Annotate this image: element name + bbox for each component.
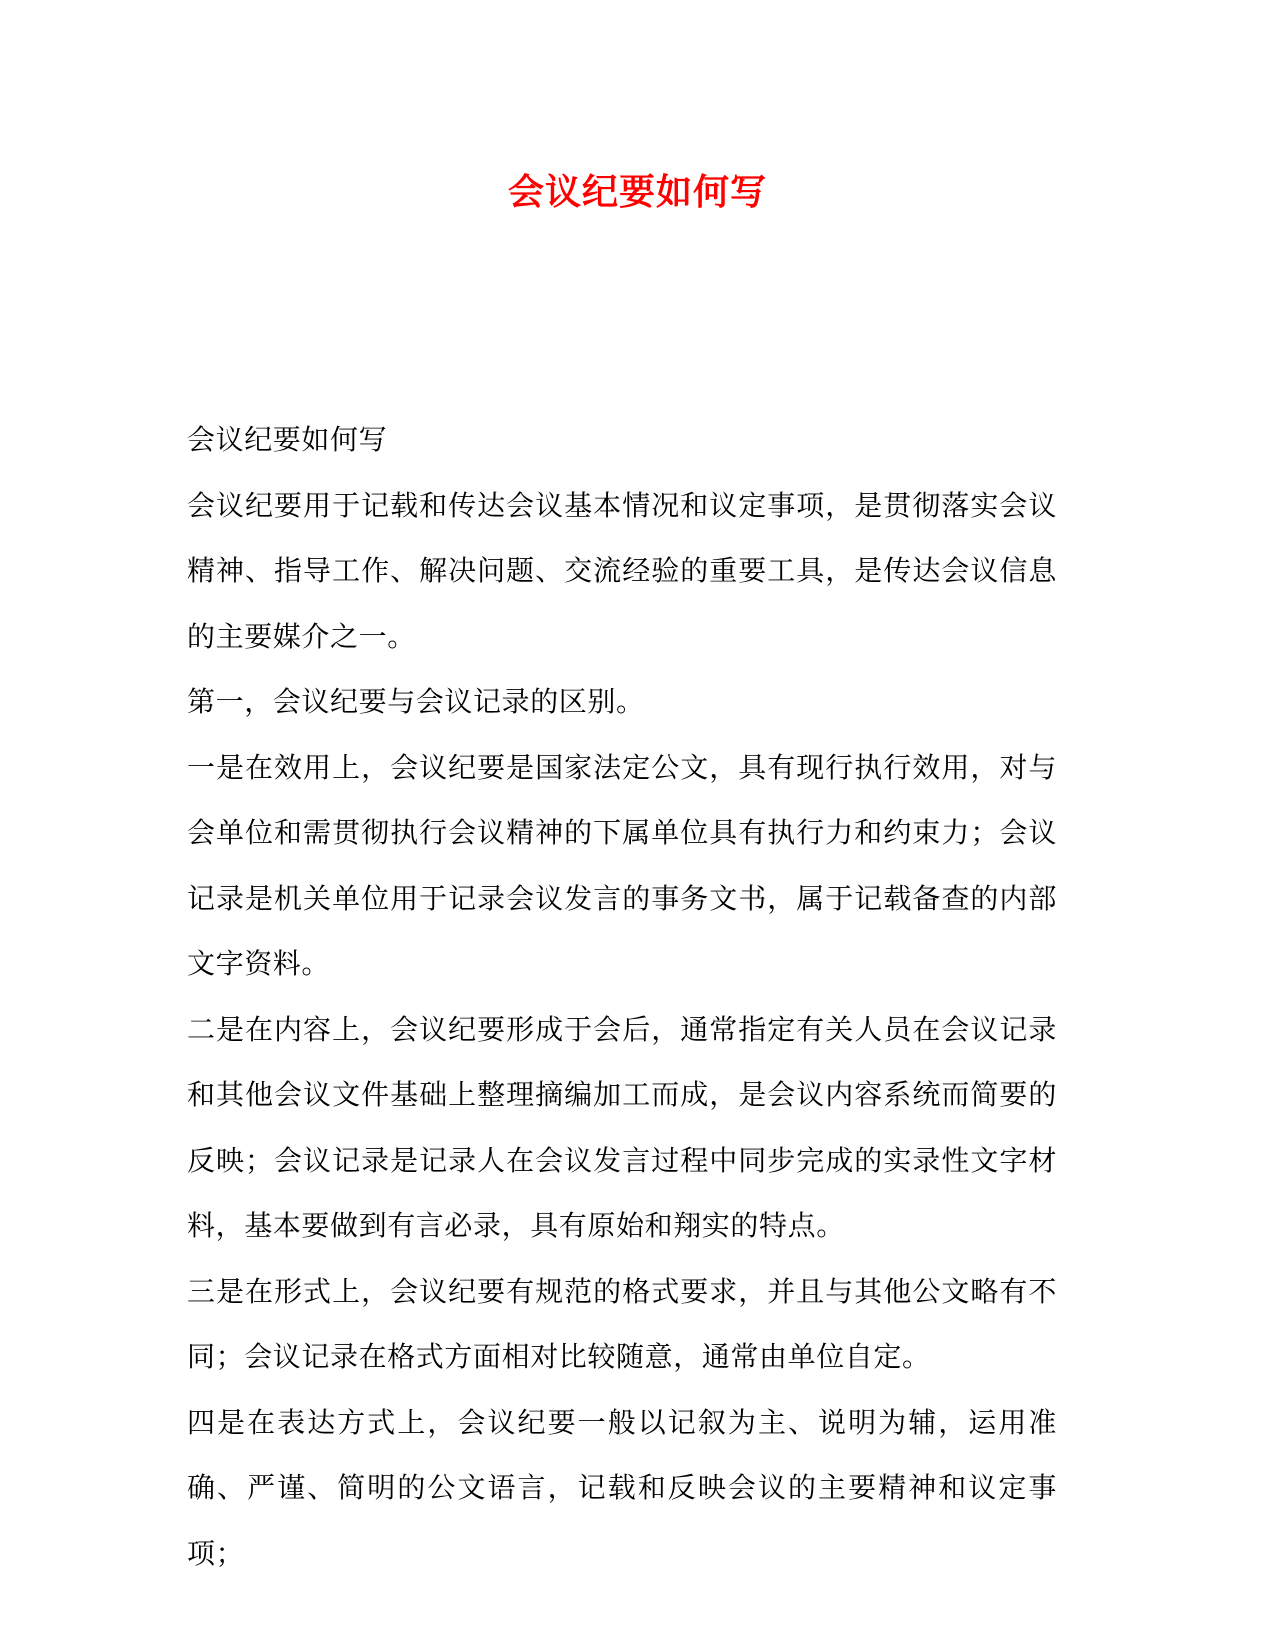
- document-title: 会议纪要如何写: [507, 171, 767, 213]
- paragraph-content: 二是在内容上，会议纪要形成于会后，通常指定有关人员在会议记录和其他会议文件基础上整理摘编加工而成，是会议内容系统而简要的反映；会议记录是记录人在会议发言过程中同步完成的实录性文字材料，基本要做到有言必录，具有原始和翔实的特点。: [187, 1012, 1057, 1242]
- paragraph-section-one: 第一，会议纪要与会议记录的区别。: [187, 685, 645, 718]
- paragraph-expression: 四是在表达方式上，会议纪要一般以记叙为主、说明为辅，运用准确、严谨、简明的公文语言，记载和反映会议的主要精神和议定事项；: [187, 1405, 1057, 1570]
- document-body: [187, 407, 1057, 1586]
- paragraph-effect: 一是在效用上，会议纪要是国家法定公文，具有现行执行效用，对与会单位和需贯彻执行会议精神的下属单位具有执行力和约束力；会议记录是机关单位用于记录会议发言的事务文书，属于记载备查的内部文字资料。: [187, 750, 1057, 980]
- paragraph-form: 三是在形式上，会议纪要有规范的格式要求，并且与其他公文略有不同；会议记录在格式方面相对比较随意，通常由单位自定。: [187, 1274, 1057, 1373]
- paragraph-heading: 会议纪要如何写: [187, 423, 388, 456]
- paragraph-intro: 会议纪要用于记载和传达会议基本情况和议定事项，是贯彻落实会议精神、指导工作、解决问题、交流经验的重要工具，是传达会议信息的主要媒介之一。: [187, 488, 1057, 653]
